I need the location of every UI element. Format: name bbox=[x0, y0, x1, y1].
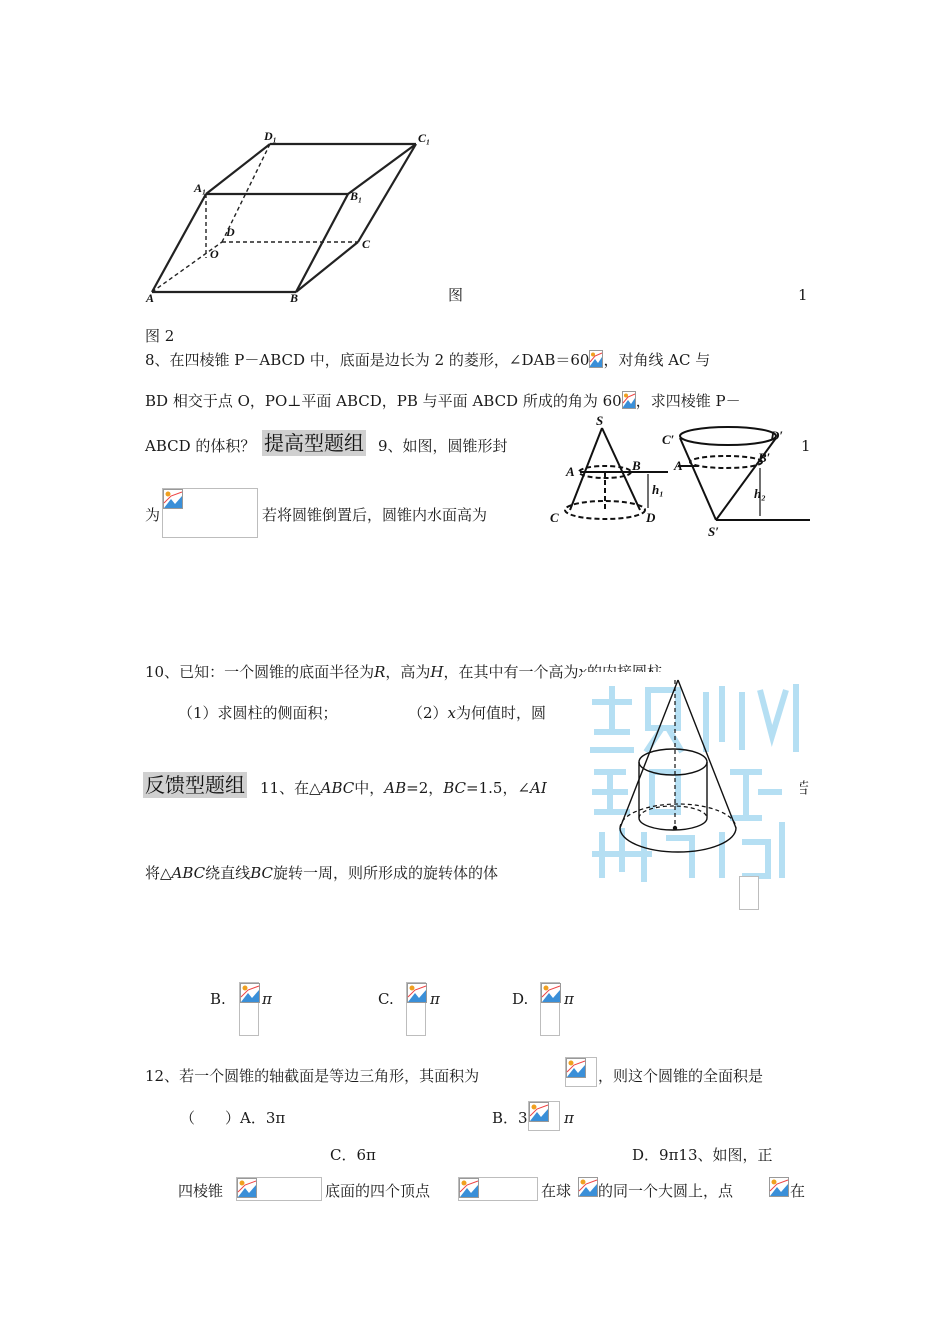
cone-right-label-S-prime: S′ bbox=[708, 524, 719, 539]
cone-right-label-D-prime: D′ bbox=[770, 428, 784, 443]
broken-image-placeholder bbox=[239, 982, 259, 1036]
q11-option-B-pi: π bbox=[262, 990, 272, 1008]
broken-image-placeholder bbox=[565, 1057, 597, 1087]
cone-left-label-C: C bbox=[550, 510, 559, 525]
cones-figure bbox=[548, 412, 810, 542]
broken-image-placeholder bbox=[528, 1101, 560, 1131]
q12-option-B-pi: π bbox=[564, 1109, 574, 1127]
broken-image-icon bbox=[589, 350, 603, 368]
broken-image-placeholder bbox=[578, 1177, 598, 1199]
q11-line-1: 11、在△ABC中，AB=2，BC=1.5，∠AI bbox=[260, 779, 547, 797]
cone-right-label-A: A bbox=[674, 458, 683, 473]
q11-option-B-label: B. bbox=[210, 990, 226, 1008]
broken-image-placeholder bbox=[769, 1177, 789, 1199]
q12-line-1b: ，则这个圆锥的全面积是 bbox=[598, 1067, 764, 1085]
q12-option-C: C．6π bbox=[330, 1146, 376, 1164]
q13-text-b: 底面的四个顶点 bbox=[325, 1182, 431, 1200]
q11-tail: 若 bbox=[794, 779, 810, 797]
cone-right-label-h2: h₂ bbox=[754, 486, 766, 501]
q10-part-1: （1）求圆柱的侧面积； bbox=[178, 704, 338, 722]
label-A1: A₁ bbox=[194, 181, 207, 195]
cone-cylinder-figure bbox=[582, 672, 800, 884]
figure-caption-left: 图 bbox=[448, 286, 464, 304]
q8-line-1: 8、在四棱锥 P－ABCD 中，底面是边长为 2 的菱形，∠DAB＝60 ，对角线 AC 与 bbox=[145, 351, 711, 369]
q12-option-D: D．9π13、如图，正 bbox=[632, 1146, 773, 1164]
broken-image-icon bbox=[622, 391, 636, 409]
q13-text-c: 在球 bbox=[541, 1182, 572, 1200]
cone-left-label-A: A bbox=[566, 464, 575, 479]
q11-option-D-label: D. bbox=[512, 990, 529, 1008]
broken-image-placeholder bbox=[236, 1177, 322, 1201]
figure-2-label: 图 2 bbox=[145, 327, 175, 345]
figure-caption-right: 1 bbox=[798, 286, 808, 304]
broken-image-placeholder bbox=[540, 982, 560, 1036]
q12-option-B-a: B．3 bbox=[492, 1109, 528, 1127]
broken-image-placeholder bbox=[458, 1177, 538, 1201]
q13-text-d: 的同一个大圆上，点 bbox=[598, 1182, 734, 1200]
q9-tail: 1 bbox=[801, 437, 811, 455]
cone-left-label-S: S bbox=[596, 413, 604, 428]
q13-text-e: 在 bbox=[790, 1182, 806, 1200]
q11-option-C-label: C. bbox=[378, 990, 394, 1008]
label-B1: B₁ bbox=[350, 189, 363, 203]
broken-image-placeholder bbox=[406, 982, 426, 1036]
broken-image-placeholder bbox=[739, 876, 759, 910]
q9-line-2b: 若将圆锥倒置后，圆锥内水面高为 bbox=[262, 506, 488, 524]
q8-line-2: BD 相交于点 O，PO⊥平面 ABCD，PB 与平面 ABCD 所成的角为 60 ，求四棱锥 P－ bbox=[145, 392, 741, 410]
advanced-group-tag: 提高型题组 bbox=[264, 431, 364, 455]
parallelepiped-figure bbox=[140, 128, 440, 308]
q10-line-1: 10、已知：一个圆锥的底面半径为R，高为H，在其中有一个高为x的内接圆柱. bbox=[145, 663, 667, 681]
q13-text-a: 四棱锥 bbox=[178, 1182, 224, 1200]
q11-line-2: 将△ABC绕直线BC旋转一周，则所形成的旋转体的体 bbox=[145, 864, 498, 882]
label-O: O bbox=[210, 247, 219, 261]
q9-line-2a: 为 bbox=[145, 506, 161, 524]
q9-line-1: 9、如图，圆锥形封 bbox=[378, 437, 508, 455]
cone-left-label-h1: h₁ bbox=[652, 482, 664, 497]
q11-option-C-pi: π bbox=[430, 990, 440, 1008]
q10-part-2: （2）x为何值时，圆 bbox=[408, 704, 547, 722]
label-B: B bbox=[290, 291, 299, 305]
q12-option-A: （ ）A．3π bbox=[180, 1109, 286, 1127]
label-C: C bbox=[362, 237, 371, 251]
q12-line-1a: 12、若一个圆锥的轴截面是等边三角形，其面积为 bbox=[145, 1067, 480, 1085]
feedback-group-tag: 反馈型题组 bbox=[145, 773, 245, 797]
label-A: A bbox=[146, 291, 155, 305]
cone-left-label-B: B bbox=[632, 458, 641, 473]
cone-right-label-C-prime: C′ bbox=[662, 432, 675, 447]
cone-right-label-B-prime: B′ bbox=[758, 450, 771, 465]
q8-line-3: ABCD 的体积？ bbox=[145, 437, 256, 455]
broken-image-placeholder bbox=[162, 488, 258, 538]
label-C1: C₁ bbox=[418, 131, 431, 145]
label-D: D bbox=[226, 225, 235, 239]
q11-option-D-pi: π bbox=[564, 990, 574, 1008]
cone-left-label-D: D bbox=[646, 510, 656, 525]
label-D1: D₁ bbox=[264, 129, 277, 143]
